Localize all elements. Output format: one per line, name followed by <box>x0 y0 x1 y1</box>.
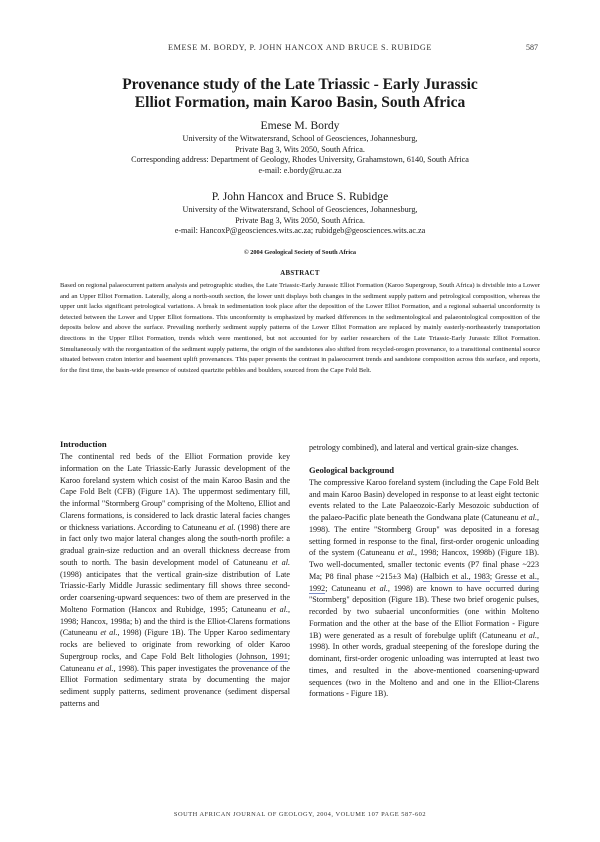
author-block-2 <box>60 189 540 237</box>
running-head: EMESE M. BORDY, P. JOHN HANCOX AND BRUCE S. RUBIDGE <box>167 43 433 52</box>
intro-continuation: petrology combined), and lateral and vertical grain-size changes. <box>309 443 519 452</box>
author-email: e-mail: e.bordy@ru.ac.za <box>258 165 342 175</box>
author-name-1: Emese M. Bordy <box>260 119 340 132</box>
affiliation-line: Corresponding address: Department of Geology, Rhodes University, Grahamstown, 6140, South Africa <box>131 155 469 165</box>
intro-paragraph: The continental red beds of the Elliot Formation provide key information on the Late Triassic-Early Jurassic development of the Karoo foreland system which cosist of the main Karoo Basin and the Cape Fold Belt (CFB) (Figure 1A). The uppermost sedimentary fill, the informal "Stormberg Group" comprising of the Molteno, Elliot and Clarens formations, is considered to lack drastic lateral facies changes or thickness variations. According to Catuneanu et al. (1998) there are in fact only two major lateral changes along the south-north profile: a gradual grain-size reduction and an overall thickness decrease from south to north. The basin development model of Catuneanu et al. (1998) anticipates that the vertical grain-size distribution of Late Triassic-Early Middle Jurassic sedimentary fill shows three second-order coarsening-upward sequences: two of them are preserved in the Molteno Formation (Hancox and Rubidge, 1995; Catuneanu et al., 1998; Hancox, 1998a; b) and the third is the Elliot-Clarens formations (Catuneanu et al., 1998) (Figure 1B). The Upper Karoo sedimentary rocks are believed to originate from reworking of older Karoo Supergroup rocks, and Cape Fold Belt lithologies (Johnson, 1991; Catuneanu et al., 1998). This paper investigates the provenance of the Elliot Formation sedimentary strata by documenting the major sediment supply patterns, sediment provenance (sediment dispersal patterns and <box>60 452 290 708</box>
citation-link-gresse[interactable]: Gresse et al., 1992 <box>309 571 539 593</box>
section-heading-introduction: Introduction <box>60 439 107 449</box>
citation-link-johnson[interactable]: Johnson, 1991 <box>238 651 288 661</box>
left-column <box>60 438 290 710</box>
background-paragraph: The compressive Karoo foreland system (including the Cape Fold Belt and main Karoo Basin) developed in response to at least eight tectonic events related to the Late Palaeozoic-Early Mesozoic subduction of the palaeo-Pacific plate beneath the Gondwana plate (Catuneanu et al., 1998). The entire "Stormberg Group" was deposited in a foresag setting formed in response to the final, first-order orogenic unloading of the system (Catuneanu et al., 1998; Hancox, 1998b) (Figure 1B). Two well-documented, smaller tectonic events (P7 final phase ~223 Ma; P8 final phase ~215±3 Ma) (Halbich et al., 1983; Gresse et al., 1992; Catuneanu et al., 1998) are known to have occurred during "Stormberg" deposition (Figure 1B). These two brief orogenic pulses, recorded by two subaerial unconformities (one within Molteno Formation and the other at the base of the Elliot Formation - Figure 1B) were generated as a result of forebulge uplift (Catuneanu et al., 1998). In other words, gradual steepening of the foreslope during the dominant, first-order orogenic unloading was interrupted at least two times, and resulted in the above-mentioned coarsening-upward sequences (two in the Molteno and and one in the Elliot-Clarens formations - Figure 1B). <box>309 477 540 699</box>
abstract-text: Based on regional palaeocurrent pattern analysis and petrographic studies, the Late Triassic-Early Jurassic Elliot Formation (Karoo Supergroup, South Africa) is divisible into a Lower and an Upper Elliot Formation. Laterally, along a north-south section, the lower unit displays both changes in the sediment supply pattern and petrological composition, whereas the upper unit lacks significant petrological variations. A break in sedimentation took place after the deposition of the Lower Elliot Formation, and a regional subaerial unconformity is detected between the Lower and Upper Elliot formations. This unconformity is emphasized by marked differences in the sedimentological and palaeontological composition of the deposits below and above the surface. Prevailing northerly sediment supply patterns of the Lower Elliot Formation are replaced by mainly easterly-northeasterly transportation directions in the Upper Elliot Formation, trends which were mentioned, but not accounted for by earlier researchers of the Late Triassic-Early Jurassic Elliot Formation. Simultaneously with the reorganization of the sediment supply patterns, the origin of the sandstones also shifted from recycled-orogen provenance, to a transitional continental source situated between craton interior and basement uplift provenances. This paper presents the contrast in palaeocurrent trends and sandstone composition across this surface, and reports, for the first time, the basin-wide presence of outsized quartzite pebbles and boulders, sourced from the Cape Fold Belt. <box>60 282 540 374</box>
author-block-1 <box>60 118 540 176</box>
citation-link-halbich[interactable]: Halbich et al., 1983 <box>423 571 490 581</box>
page-number: 587 <box>526 43 538 52</box>
author-name-2: P. John Hancox and Bruce S. Rubidge <box>211 190 389 203</box>
paper-title <box>60 76 540 112</box>
title-line-1: Provenance study of the Late Triassic - Early Jurassic <box>122 76 478 93</box>
abstract-heading: ABSTRACT <box>280 270 320 277</box>
right-column <box>309 442 539 700</box>
author-email: e-mail: HancoxP@geosciences.wits.ac.za; rubidgeb@geosciences.wits.ac.za <box>174 226 426 236</box>
affiliation-line: Private Bag 3, Wits 2050, South Africa. <box>235 144 365 154</box>
journal-footer: SOUTH AFRICAN JOURNAL OF GEOLOGY, 2004, VOLUME 107 PAGE 587-602 <box>173 811 427 818</box>
affiliation-line: University of the Witwatersrand, School of Geosciences, Johannesburg, <box>182 205 418 214</box>
title-line-2: Elliot Formation, main Karoo Basin, South Africa <box>134 94 466 111</box>
affiliation-line: Private Bag 3, Wits 2050, South Africa. <box>235 215 365 225</box>
affiliation-line: University of the Witwatersrand, School of Geosciences, Johannesburg, <box>182 134 418 143</box>
section-heading-geological-background: Geological background <box>309 464 395 475</box>
copyright-notice: © 2004 Geological Society of South Africa <box>243 249 357 256</box>
